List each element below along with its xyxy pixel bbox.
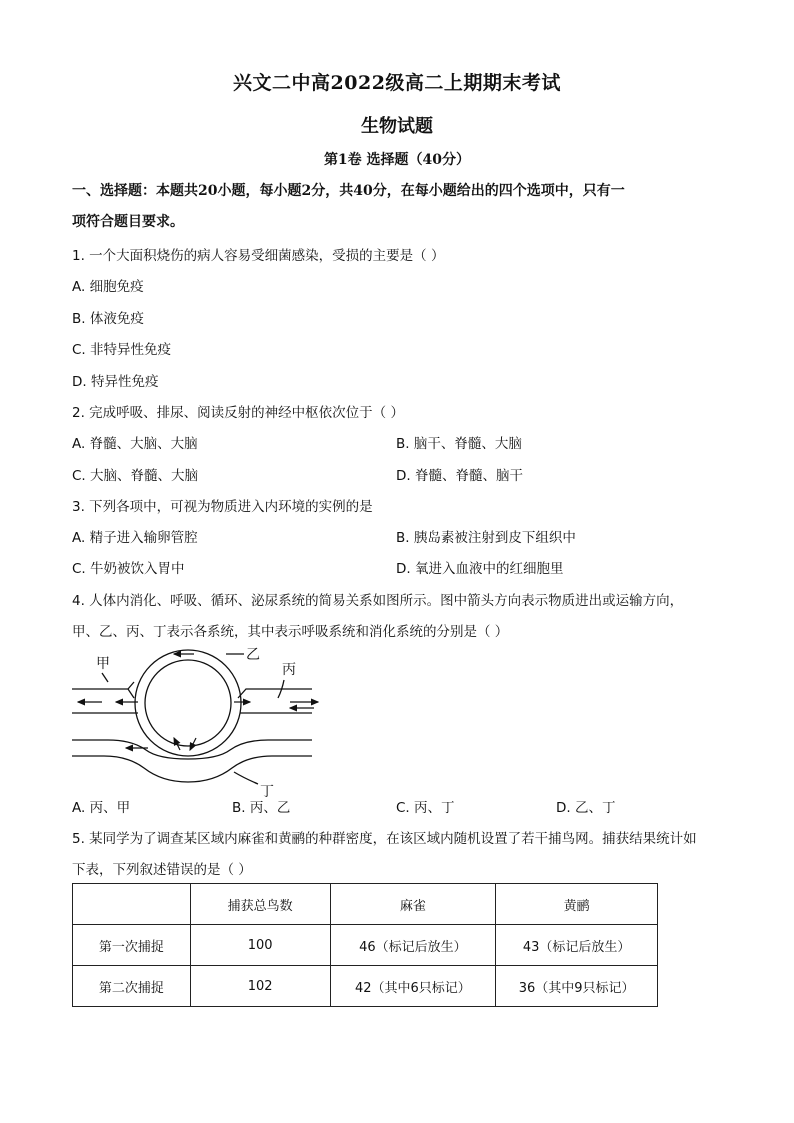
q5-stem-line-1: 5. 某同学为了调查某区域内麻雀和黄鹂的种群密度，在该区域内随机设置了若干捕鸟网。捕获结果统计如 <box>72 831 697 847</box>
table-cell: 第一次捕捉 <box>73 925 191 966</box>
exam-subtitle: 生物试题 <box>361 116 433 137</box>
q3-option-d: D. 氧进入血液中的红细胞里 <box>396 561 564 577</box>
q3-option-b: B. 胰岛素被注射到皮下组织中 <box>396 530 576 546</box>
label-bing: 丙 <box>282 662 296 678</box>
q1-option-a: A. 细胞免疫 <box>72 279 144 295</box>
q4-option-d: D. 乙、丁 <box>556 800 616 816</box>
bottom-tube-bottom <box>72 756 312 782</box>
table-cell: 102 <box>190 966 330 1007</box>
ring-inner <box>145 660 231 746</box>
exam-title: 兴文二中高2022级高二上期期末考试 <box>233 72 561 94</box>
table-header-row <box>73 884 658 925</box>
table-header-cell <box>73 884 191 925</box>
left-tube-top <box>72 689 134 698</box>
table-cell: 36（其中9只标记） <box>496 966 658 1007</box>
body-systems-diagram <box>68 642 338 800</box>
q2-option-a: A. 脊髓、大脑、大脑 <box>72 436 198 452</box>
q2-option-c: C. 大脑、脊髓、大脑 <box>72 468 199 484</box>
q1-option-c: C. 非特异性免疫 <box>72 342 172 358</box>
table-row <box>73 966 658 1007</box>
q3-option-a: A. 精子进入输卵管腔 <box>72 530 198 546</box>
q1-option-d: D. 特异性免疫 <box>72 374 159 390</box>
q4-option-b: B. 丙、乙 <box>232 800 291 816</box>
capture-results-table <box>72 883 658 1007</box>
table-cell: 43（标记后放生） <box>496 925 658 966</box>
jia-leader <box>102 673 108 682</box>
q1-option-b: B. 体液免疫 <box>72 311 144 327</box>
table-cell: 100 <box>190 925 330 966</box>
table-row <box>73 925 658 966</box>
section-line-1: 一、选择题：本题共20小题，每小题2分，共40分，在每小题给出的四个选项中，只有一 <box>72 183 625 199</box>
table-cell: 46（标记后放生） <box>330 925 496 966</box>
q3-option-c: C. 牛奶被饮入胃中 <box>72 561 185 577</box>
ding-leader <box>234 772 258 784</box>
q4-stem-line-2: 甲、乙、丙、丁表示各系统，其中表示呼吸系统和消化系统的分别是（ ） <box>72 624 509 640</box>
volume-heading: 第1卷 选择题（40分） <box>323 152 471 168</box>
label-ding: 丁 <box>260 784 274 800</box>
section-instructions <box>72 176 732 238</box>
q2-option-d: D. 脊髓、脊髓、脑干 <box>396 468 523 484</box>
section-line-2: 项符合题目要求。 <box>72 214 184 230</box>
table-cell: 第二次捕捉 <box>73 966 191 1007</box>
table-cell: 42（其中6只标记） <box>330 966 496 1007</box>
q2-option-b: B. 脑干、脊髓、大脑 <box>396 436 522 452</box>
q3-stem: 3. 下列各项中，可视为物质进入内环境的实例的是 <box>72 499 373 515</box>
q4-option-c: C. 丙、丁 <box>396 800 455 816</box>
table-header-cell: 黄鹂 <box>496 884 658 925</box>
q4-stem-line-1: 4. 人体内消化、呼吸、循环、泌尿系统的简易关系如图所示。图中箭头方向表示物质进出或运输方向， <box>72 593 684 609</box>
table-header-cell: 麻雀 <box>330 884 496 925</box>
q2-stem: 2. 完成呼吸、排尿、阅读反射的神经中枢依次位于（ ） <box>72 405 404 421</box>
label-jia: 甲 <box>96 656 110 672</box>
label-yi: 乙 <box>246 647 260 663</box>
q1-stem: 1. 一个大面积烧伤的病人容易受细菌感染，受损的主要是（ ） <box>72 248 445 264</box>
q4-option-a: A. 丙、甲 <box>72 800 131 816</box>
q5-stem-line-2: 下表，下列叙述错误的是（ ） <box>72 862 252 878</box>
table-header-cell: 捕获总鸟数 <box>190 884 330 925</box>
right-tube-top <box>238 689 312 698</box>
ring-outer <box>135 650 241 756</box>
